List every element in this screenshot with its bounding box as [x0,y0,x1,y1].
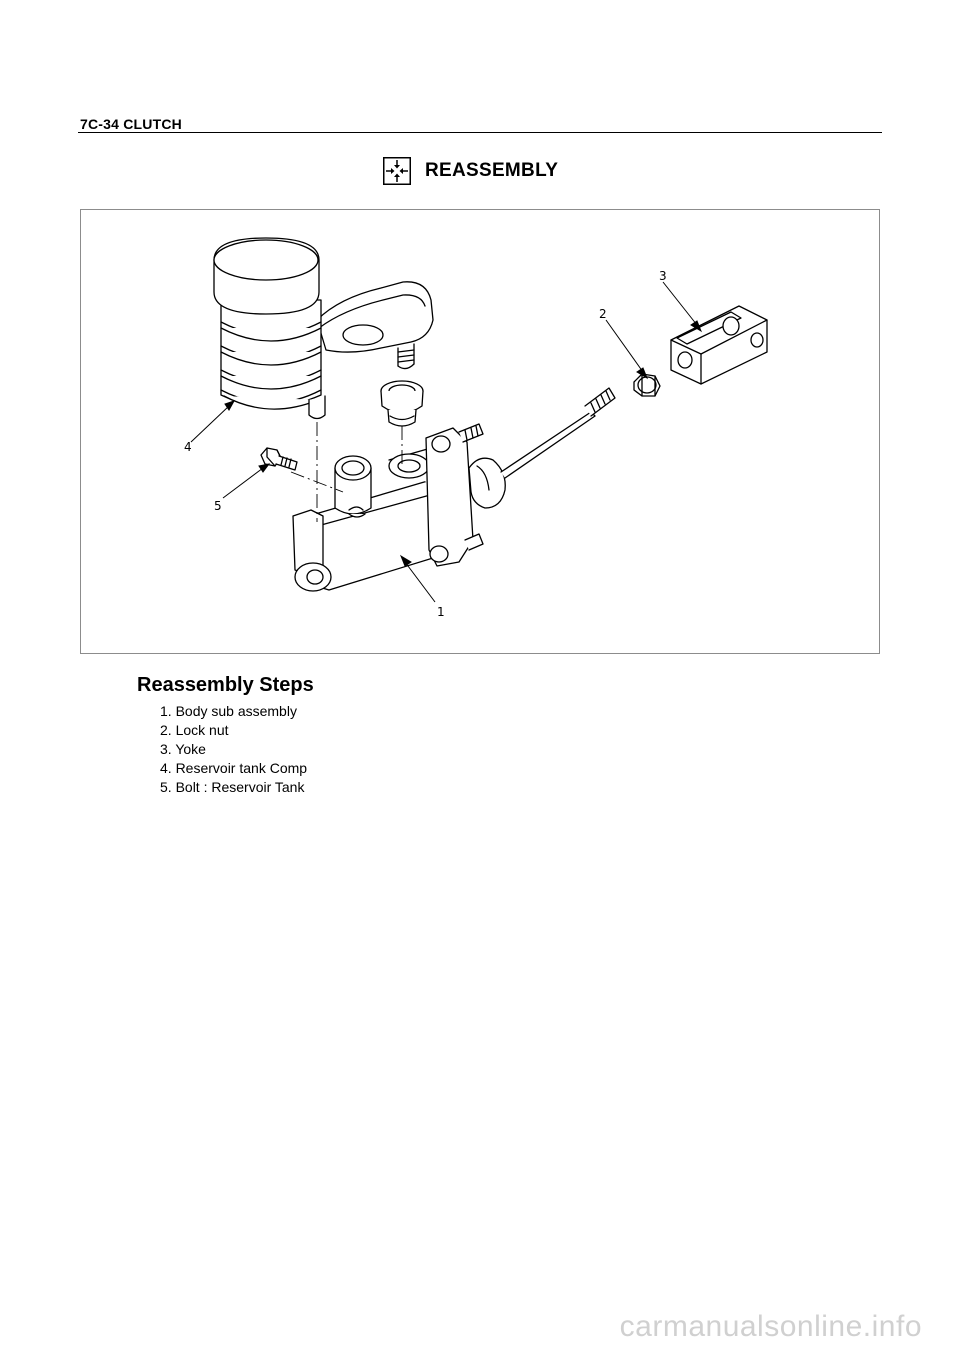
watermark: carmanualsonline.info [619,1310,922,1343]
reassembly-steps-list [160,702,307,797]
step-item: 2. Lock nut [160,722,229,738]
callout-4: 4 [184,440,192,454]
callout-1: 1 [437,605,445,619]
seal-grommet-part [381,381,423,426]
clutch-master-cylinder-diagram [81,210,881,655]
section-heading [383,157,558,185]
reassembly-arrows-icon [383,157,411,185]
yoke-part [671,306,767,384]
exploded-view-figure [80,209,880,654]
section-title: REASSEMBLY [425,160,559,181]
header-rule [78,132,882,133]
cylinder-body-part [293,388,615,591]
step-item: 5. Bolt : Reservoir Tank [160,779,305,795]
step-item: 4. Reservoir tank Comp [160,760,308,776]
reassembly-steps-heading: Reassembly Steps [137,674,314,696]
callout-3: 3 [659,269,667,283]
step-item: 1. Body sub assembly [160,703,297,719]
page-header: 7C-34 CLUTCH [80,116,182,132]
callout-5: 5 [214,499,222,513]
callout-2: 2 [599,307,607,321]
step-item: 3. Yoke [160,741,206,757]
